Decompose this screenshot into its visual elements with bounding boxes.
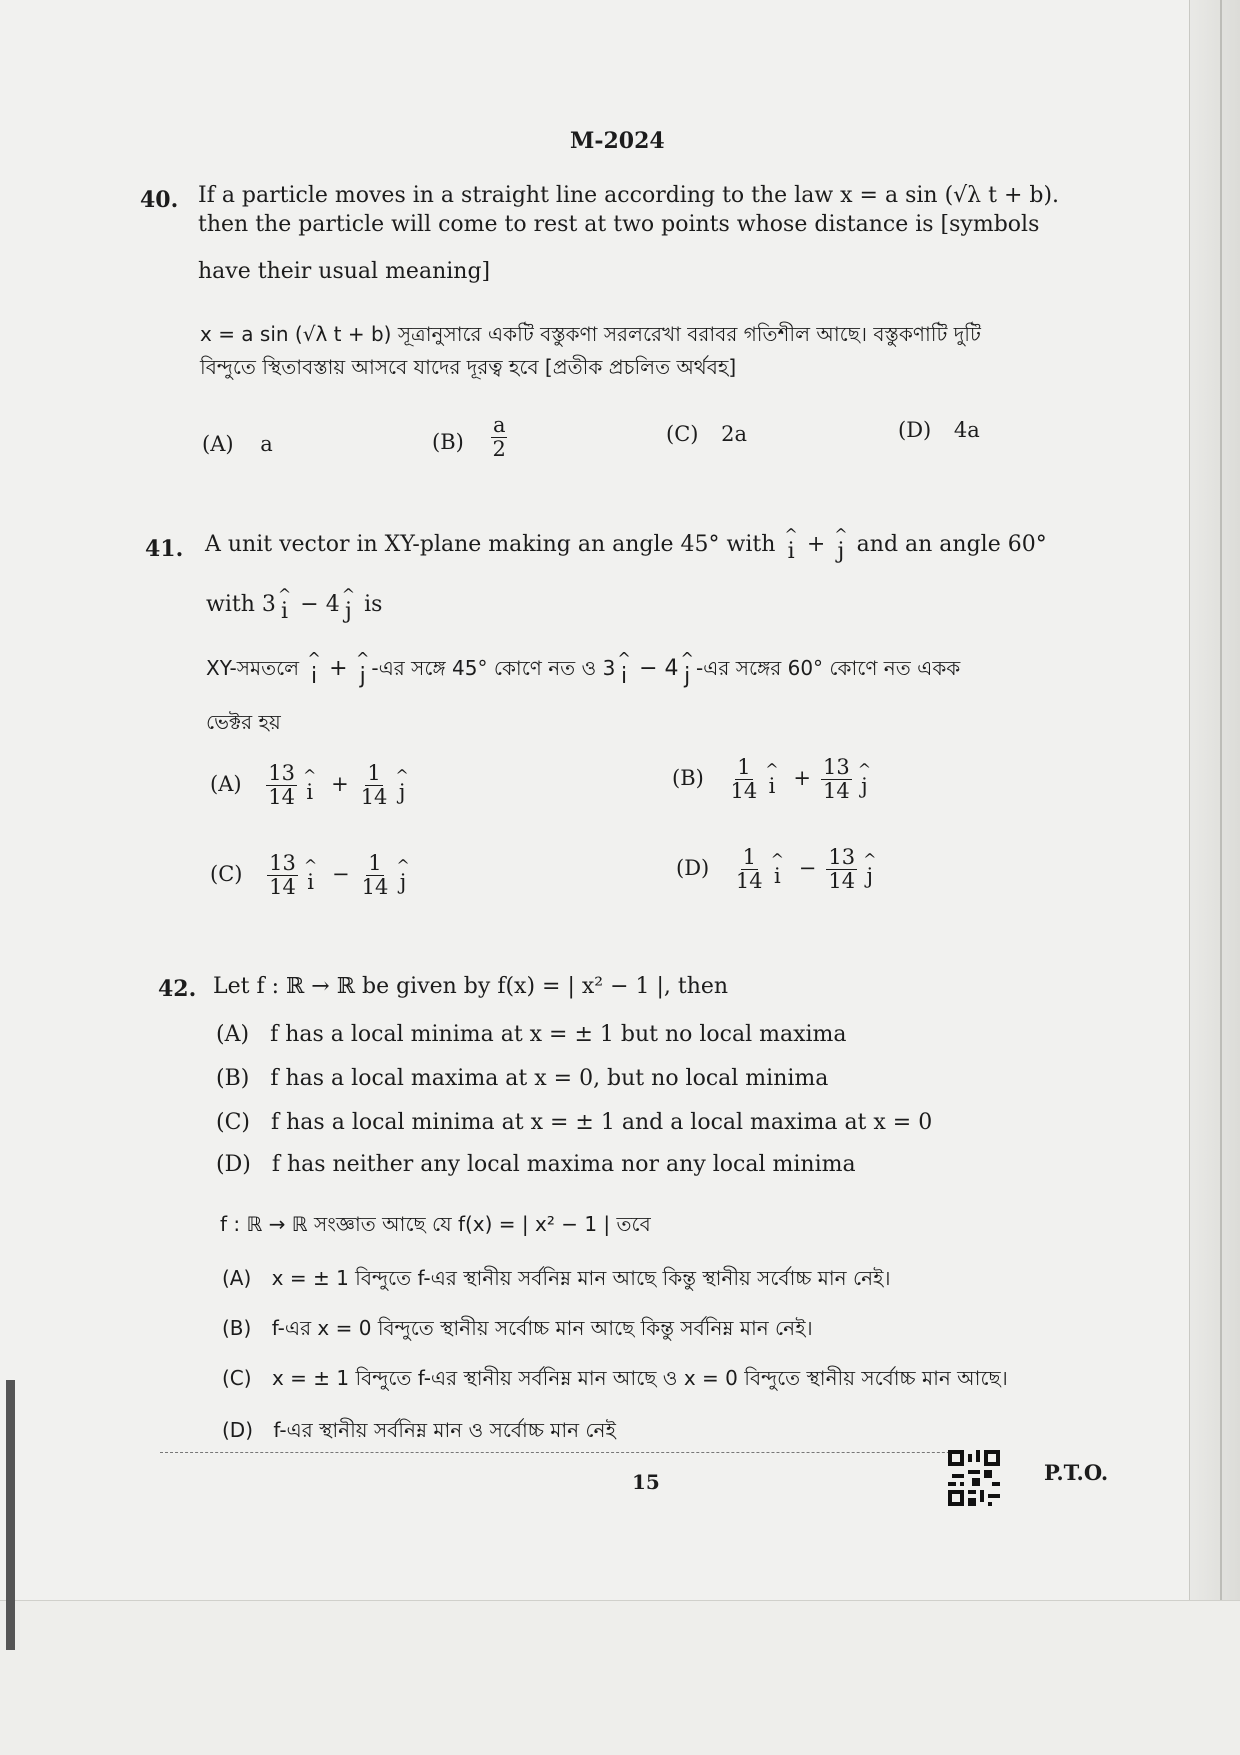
q42-bn-stem: f : ℝ → ℝ সংজ্ঞাত আছে যে f(x) = | x² − 1 | তবে xyxy=(220,1212,651,1236)
q41-bn-text-2: -এর সঙ্গে 45° কোণে নত ও 3 xyxy=(371,656,616,680)
unit-vector-i: ^ i xyxy=(303,855,318,895)
page-stack-line xyxy=(1220,0,1222,1754)
option-label: (D) xyxy=(676,856,710,881)
option-label: (A) xyxy=(202,432,234,456)
unit-vector-i: ^ i xyxy=(765,759,779,799)
page-bottom-margin xyxy=(0,1600,1240,1755)
plus-sign: + xyxy=(806,532,826,557)
option-label: (C) xyxy=(210,862,243,887)
option-text: f-এর স্থানীয় সর্বনিম্ন মান ও সর্বোচ্চ মান নেই xyxy=(273,1418,616,1442)
q42-en-option-a[interactable] xyxy=(216,1022,847,1047)
page-stack-edge xyxy=(1189,0,1240,1754)
option-label: (B) xyxy=(216,1066,250,1091)
unit-vector-j: ^ j xyxy=(834,524,848,565)
q41-en-is: is xyxy=(364,592,383,617)
q40-bn-line1: x = a sin (√λ t + b) সূত্রানুসারে একটি বস্তুকণা সরলরেখা বরাবর গতিশীল আছে। বস্তুকণাটি দুটি xyxy=(200,322,981,346)
q41-en-text: A unit vector in XY-plane making an angle 45° with xyxy=(205,532,776,557)
option-text: 4a xyxy=(953,418,980,442)
unit-vector-i: ^ i xyxy=(784,524,798,565)
unit-vector-j: ^ j xyxy=(395,765,409,805)
q41-option-a[interactable] xyxy=(210,762,411,809)
q42-number: 42. xyxy=(158,976,197,1002)
q42-en-option-b[interactable] xyxy=(216,1066,828,1091)
q41-bn-line2: ভেক্টর হয় xyxy=(206,710,281,734)
q40-option-c[interactable] xyxy=(666,422,747,446)
unit-vector-i: ^ i xyxy=(617,649,631,689)
q40-option-d[interactable] xyxy=(898,418,980,442)
fraction: $\frac{13}{14}$ xyxy=(822,755,850,804)
q41-en-line2 xyxy=(206,572,383,625)
unit-vector-j: ^ j xyxy=(857,759,872,799)
q41-option-d[interactable] xyxy=(676,846,879,893)
option-label: (D) xyxy=(898,418,932,442)
q40-number: 40. xyxy=(140,187,179,213)
option-text: f has neither any local maxima nor any local minima xyxy=(271,1152,856,1177)
qr-code-icon xyxy=(948,1450,1000,1506)
q40-option-b[interactable] xyxy=(432,414,512,461)
q42-bn-option-c[interactable] xyxy=(222,1364,1008,1397)
q41-bn-minus: − 4 xyxy=(639,656,679,681)
option-label: (C) xyxy=(666,422,699,446)
page-number: 15 xyxy=(632,1470,660,1494)
q40-en-line1: If a particle moves in a straight line according to the law x = a sin (√λ t + b). xyxy=(198,183,1060,208)
option-text: f has a local minima at x = ± 1 and a local maxima at x = 0 xyxy=(271,1110,933,1135)
q42-bn-option-a[interactable] xyxy=(222,1264,891,1297)
fraction xyxy=(491,414,508,461)
option-label: (D) xyxy=(216,1152,251,1177)
q41-number: 41. xyxy=(145,536,184,562)
option-text: x = ± 1 বিন্দুতে f-এর স্থানীয় সর্বনিম্ন মান আছে ও x = 0 বিন্দুতে স্থানীয় সর্বোচ্চ মান আছে। xyxy=(271,1366,1008,1390)
q40-option-a[interactable] xyxy=(202,432,273,456)
option-text: f has a local maxima at x = 0, but no local minima xyxy=(270,1066,829,1091)
q40-en-line3: have their usual meaning] xyxy=(198,259,491,284)
q41-en-line1 xyxy=(205,512,1047,565)
q41-bn-line1 xyxy=(206,636,960,687)
option-label: (A) xyxy=(216,1022,250,1047)
q41-en-with: with 3 xyxy=(206,592,276,617)
paper-code: M-2024 xyxy=(570,128,665,154)
unit-vector-j: ^ j xyxy=(680,649,694,689)
minus-sign: − xyxy=(331,862,350,887)
fraction: $\frac{1}{14}$ xyxy=(360,761,388,810)
option-label: (B) xyxy=(672,766,704,791)
denominator: 2 xyxy=(492,437,506,462)
option-label: (C) xyxy=(222,1366,252,1390)
q41-option-c[interactable] xyxy=(210,852,412,899)
q40-bn-line2: বিন্দুতে স্থিতাবস্তায় আসবে যাদের দূরত্ব হবে [প্রতীক প্রচলিত অর্থবহ] xyxy=(200,355,737,379)
q41-bn-text-3: -এর সঙ্গের 60° কোণে নত একক xyxy=(695,656,961,680)
plus-sign: + xyxy=(331,772,349,797)
option-text: x = ± 1 বিন্দুতে f-এর স্থানীয় সর্বনিম্ন মান আছে কিন্তু স্থানীয় সর্বোচ্চ মান নেই। xyxy=(271,1266,891,1290)
option-label: (B) xyxy=(222,1316,252,1340)
option-label: (B) xyxy=(432,430,464,454)
option-label: (C) xyxy=(216,1110,250,1135)
binding-shadow xyxy=(6,1380,15,1650)
option-text: f has a local minima at x = ± 1 but no local maxima xyxy=(270,1022,847,1047)
fraction: $\frac{13}{14}$ xyxy=(828,845,856,894)
option-text: a xyxy=(260,432,273,456)
numerator: a xyxy=(492,413,506,437)
q41-option-b[interactable] xyxy=(672,756,873,803)
q42-bn-option-d[interactable] xyxy=(222,1416,616,1449)
unit-vector-j: ^ j xyxy=(355,649,370,689)
fraction: $\frac{1}{14}$ xyxy=(361,851,389,900)
unit-vector-i: ^ i xyxy=(307,649,321,689)
unit-vector-i: ^ i xyxy=(302,765,317,805)
q41-en-text-2: and an angle 60° xyxy=(856,532,1047,557)
q42-en-stem: Let f : ℝ → ℝ be given by f(x) = | x² − 1 |, then xyxy=(213,974,729,999)
plus-sign: + xyxy=(793,766,811,791)
q41-bn-text: XY-সমতলে xyxy=(206,656,300,680)
option-text: 2a xyxy=(721,422,748,446)
plus-sign: + xyxy=(329,656,348,681)
pto-label: P.T.O. xyxy=(1044,1460,1109,1485)
q42-en-option-c[interactable] xyxy=(216,1110,932,1135)
fraction: $\frac{13}{14}$ xyxy=(269,851,296,900)
fraction: $\frac{13}{14}$ xyxy=(268,761,295,810)
minus-sign: − xyxy=(798,856,817,881)
option-label: (A) xyxy=(210,772,242,797)
fraction: $\frac{1}{14}$ xyxy=(730,755,758,804)
unit-vector-j: ^ j xyxy=(341,584,356,625)
unit-vector-j: ^ j xyxy=(396,855,410,895)
option-text: f-এর x = 0 বিন্দুতে স্থানীয় সর্বোচ্চ মান আছে কিন্তু সর্বনিম্ন মান নেই। xyxy=(271,1316,813,1340)
footer-divider xyxy=(160,1452,1000,1453)
q42-bn-option-b[interactable] xyxy=(222,1314,813,1347)
unit-vector-i: ^ i xyxy=(277,584,292,625)
option-label: (D) xyxy=(222,1418,254,1442)
q40-en-line2: then the particle will come to rest at two points whose distance is [symbols xyxy=(198,212,1040,237)
option-label: (A) xyxy=(222,1266,252,1290)
fraction: $\frac{1}{14}$ xyxy=(735,845,763,894)
q42-en-option-d[interactable] xyxy=(216,1152,856,1177)
unit-vector-i: ^ i xyxy=(770,849,785,889)
q41-en-minus: − 4 xyxy=(300,592,340,617)
unit-vector-j: ^ j xyxy=(863,849,877,889)
